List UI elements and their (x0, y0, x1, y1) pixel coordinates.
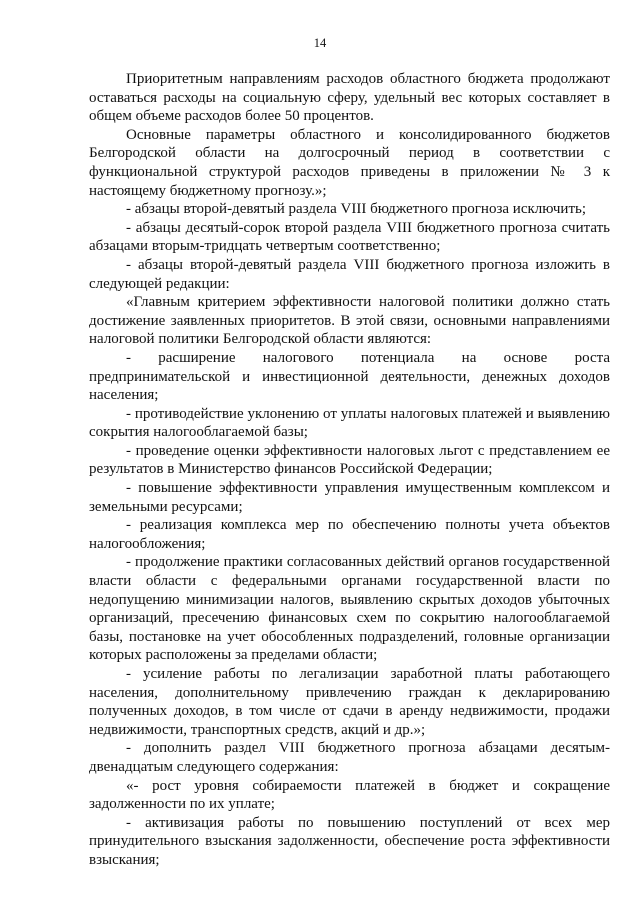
paragraph-add-paragraphs: - дополнить раздел VIII бюджетного прогноза абзацами десятым-двенадцатым следующего содержания: (89, 740, 610, 775)
paragraph-exclude-paragraphs: - абзацы второй-девятый раздела VIII бюджетного прогноза исключить; (126, 201, 587, 218)
list-item-wage-legalization: - усиление работы по легализации заработной платы работающего населения, дополнительному привлечению граждан к декларированию полученных доходов, в том числе от сдачи в аренду недвижимости, продажи недвижимости, транспортных средств, акций и др.»; (89, 666, 610, 738)
list-item-enforced-collection: - активизация работы по повышению поступлений от всех мер принудительного взыскания задолженности, обеспечение роста эффективности взыскания; (89, 814, 610, 868)
list-item-taxable-objects: - реализация комплекса мер по обеспечению полноты учета объектов налогообложения; (89, 517, 610, 552)
paragraph-tax-policy-criterion: «Главным критерием эффективности налоговой политики должно стать достижение заявленных приоритетов. В этой связи, основными направлениями налоговой политики Белгородской области являются: (89, 294, 610, 348)
list-item-tax-potential: - расширение налогового потенциала на основе роста предпринимательской и инвестиционной деятельности, денежных доходов населения; (89, 349, 610, 404)
paragraph-renumber-paragraphs: - абзацы десятый-сорок второй раздела VIII бюджетного прогноза считать абзацами вторым-тридцать четвертым соответственно; (89, 219, 610, 255)
page-number: 14 (313, 36, 327, 50)
document-body (89, 70, 610, 870)
paragraph-new-wording: - абзацы второй-девятый раздела VIII бюджетного прогноза изложить в следующей редакции: (89, 256, 610, 292)
list-item-tax-benefits: - проведение оценки эффективности налоговых льгот с представлением ее результатов в Министерство финансов Российской Федерации; (89, 442, 610, 478)
list-item-property-management: - повышение эффективности управления имущественным комплексом и земельными ресурсами; (89, 480, 610, 515)
paragraph-priority-expenses: Приоритетным направлениям расходов областного бюджета продолжают оставаться расходы на социальную сферу, удельный вес которых составляет в общем объеме расходов более 50 процентов. (89, 71, 610, 125)
list-item-tax-evasion: - противодействие уклонению от уплаты налоговых платежей и выявлению сокрытия налогооблагаемой базы; (89, 405, 610, 441)
list-item-coordinated-actions: - продолжение практики согласованных действий органов государственной власти области с федеральными органами государственной власти по недопущению минимизации налогов, выявлению скрытых доходов убыточных организаций, пресечению финансовых схем по сокрытию налогооблагаемой базы, постановке на учет обособленных подразделений, головные организации которых расположены за пределами области; (89, 554, 610, 664)
list-item-collection-rate: «- рост уровня собираемости платежей в бюджет и сокращение задолженности по их уплате; (89, 777, 610, 813)
paragraph-budget-parameters: Основные параметры областного и консолидированного бюджетов Белгородской области на долгосрочный период в соответствии с функциональной структурой расходов приведены в приложении № 3 к настоящему бюджетному прогнозу.»; (89, 126, 610, 199)
